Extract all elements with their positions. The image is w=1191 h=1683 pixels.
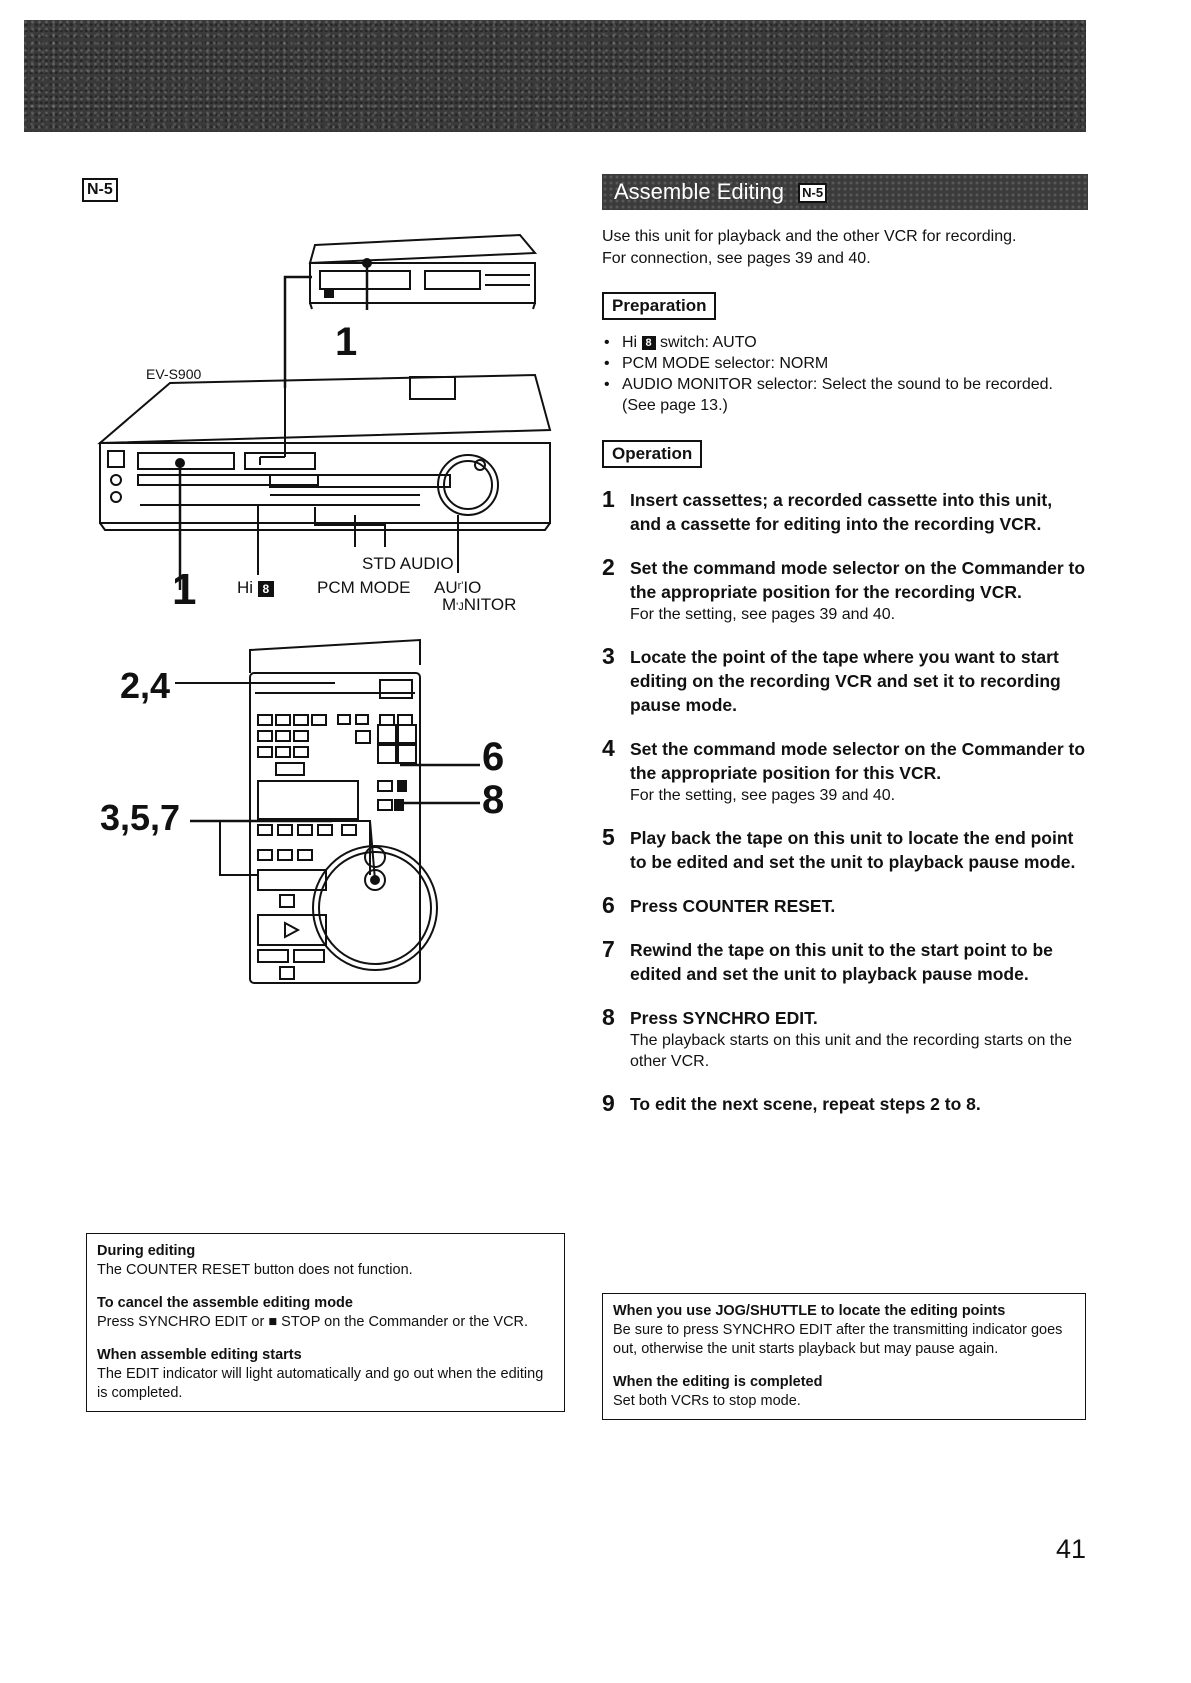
note-text: The EDIT indicator will light automatically and go out when the editing is completed.: [97, 1366, 544, 1401]
step-9: [602, 1092, 1088, 1116]
operation-heading: Operation: [602, 440, 702, 468]
jog-shuttle-notes-box: [602, 1293, 1086, 1420]
diagram-illustration: [80, 225, 560, 1015]
note-heading: When assemble editing starts: [97, 1347, 302, 1363]
step-number: 7: [602, 936, 615, 962]
preparation-heading: Preparation: [602, 292, 716, 320]
commander-remote-icon: [250, 640, 437, 983]
step-note: For the setting, see pages 39 and 40.: [630, 787, 896, 804]
section-title: [602, 174, 1088, 210]
intro-line-2: For connection, see pages 39 and 40.: [602, 250, 871, 267]
section-title-text: Assemble Editing: [614, 179, 784, 204]
note-cancel-mode: [97, 1294, 554, 1332]
preparation-list: [602, 332, 1088, 416]
audio-monitor-part1: AU: [434, 578, 458, 597]
note-jog-shuttle: [613, 1302, 1075, 1359]
audio-monitor-label-line2: [442, 595, 516, 615]
operation-steps: [602, 488, 1088, 1116]
audio-monitor-part4: NITOR: [463, 595, 517, 614]
note-heading: During editing: [97, 1243, 196, 1259]
preparation-item-2: • PCM MODE selector: NORM: [602, 353, 1088, 374]
hi8-badge-inline: 8: [642, 336, 656, 350]
callout-1-bottom: 1: [172, 565, 197, 614]
std-audio-label: STD AUDIO: [362, 554, 454, 573]
callout-8: 8: [482, 778, 505, 822]
note-during-editing: [97, 1242, 554, 1280]
step-text: To edit the next scene, repeat steps 2 to 8.: [630, 1094, 981, 1114]
note-text: Set both VCRs to stop mode.: [613, 1393, 801, 1409]
note-editing-completed: [613, 1373, 1075, 1411]
editing-notes-box: [86, 1233, 565, 1412]
step-6: [602, 894, 1088, 918]
stop-icon: ■: [268, 1314, 278, 1330]
audio-monitor-part2: IO: [463, 578, 482, 597]
audio-monitor-part3: M: [442, 595, 457, 614]
ev-s900-unit-icon: [100, 375, 550, 530]
note-text: The COUNTER RESET button does not function.: [97, 1262, 413, 1278]
step-2: [602, 556, 1088, 625]
hi8-label: [237, 578, 274, 598]
callout-1-top: 1: [335, 320, 358, 364]
step-number: 4: [602, 735, 615, 761]
step-number: 6: [602, 892, 615, 918]
hi8-badge: 8: [258, 581, 274, 597]
step-text: Set the command mode selector on the Commander to the appropriate position for this VCR.: [630, 739, 1086, 783]
intro-text: [602, 226, 1088, 270]
step-text: Press SYNCHRO EDIT.: [630, 1008, 818, 1028]
step-text: Play back the tape on this unit to locate the end point to be edited and set the unit to playback pause mode.: [630, 828, 1076, 872]
note-heading: When the editing is completed: [613, 1374, 823, 1390]
step-number: 5: [602, 824, 615, 850]
step-text: Rewind the tape on this unit to the start point to be edited and set the unit to playback pause mode.: [630, 940, 1053, 984]
step-7: [602, 938, 1088, 986]
step-text: Press COUNTER RESET.: [630, 896, 836, 916]
step-4: [602, 737, 1088, 806]
step-number: 2: [602, 554, 615, 580]
step-3: [602, 645, 1088, 717]
step-note: For the setting, see pages 39 and 40.: [630, 606, 896, 623]
step-text: Insert cassettes; a recorded cassette into this unit, and a cassette for editing into the recording VCR.: [630, 490, 1053, 534]
step-number: 1: [602, 486, 615, 512]
step-number: 3: [602, 643, 615, 669]
header-band: [24, 20, 1086, 132]
section-title-badge: N-5: [798, 183, 827, 203]
note-text: [97, 1313, 554, 1332]
step-8: [602, 1006, 1088, 1072]
callout-2-4: 2,4: [120, 665, 171, 706]
prep-item1-pre: Hi: [622, 334, 638, 351]
preparation-item-3: • AUDIO MONITOR selector: Select the sound to be recorded. (See page 13.): [602, 374, 1088, 416]
note-editing-starts: [97, 1346, 554, 1403]
step-text: Set the command mode selector on the Commander to the appropriate position for the recording VCR.: [630, 558, 1086, 602]
model-label: EV-S900: [146, 366, 202, 382]
step-text: Locate the point of the tape where you want to start editing on the recording VCR and set it to recording pause mode.: [630, 647, 1061, 715]
page-number: 41: [1056, 1534, 1087, 1564]
intro-line-1: Use this unit for playback and the other VCR for recording.: [602, 228, 1017, 245]
callout-6: 6: [482, 735, 505, 779]
pcm-mode-label: PCM MODE: [317, 578, 411, 597]
step-1: [602, 488, 1088, 536]
callout-3-5-7: 3,5,7: [100, 797, 181, 838]
note-text-pre: Press SYNCHRO EDIT or: [97, 1314, 265, 1330]
audio-monitor-glitch: r': [457, 580, 464, 592]
preparation-item-1: [602, 332, 1088, 353]
step-number: 9: [602, 1090, 615, 1116]
note-heading: To cancel the assemble editing mode: [97, 1295, 353, 1311]
hi-text: Hi: [237, 578, 254, 597]
n5-badge: N-5: [82, 178, 118, 202]
connection-diagram: [80, 225, 560, 1015]
note-heading: When you use JOG/SHUTTLE to locate the editing points: [613, 1303, 1006, 1319]
note-text-post: STOP on the Commander or the VCR.: [281, 1314, 529, 1330]
recording-vcr-icon: [310, 235, 535, 309]
instructions-column: [602, 174, 1088, 1136]
step-5: [602, 826, 1088, 874]
section-badge-left: [82, 178, 118, 202]
step-note: The playback starts on this unit and the recording starts on the other VCR.: [630, 1032, 1073, 1070]
prep-item1-post: switch: AUTO: [660, 334, 757, 351]
step-number: 8: [602, 1004, 615, 1030]
note-text: Be sure to press SYNCHRO EDIT after the transmitting indicator goes out, otherwise the unit starts playback but may pause again.: [613, 1322, 1063, 1357]
audio-monitor-glitch2: 'J: [456, 601, 464, 613]
